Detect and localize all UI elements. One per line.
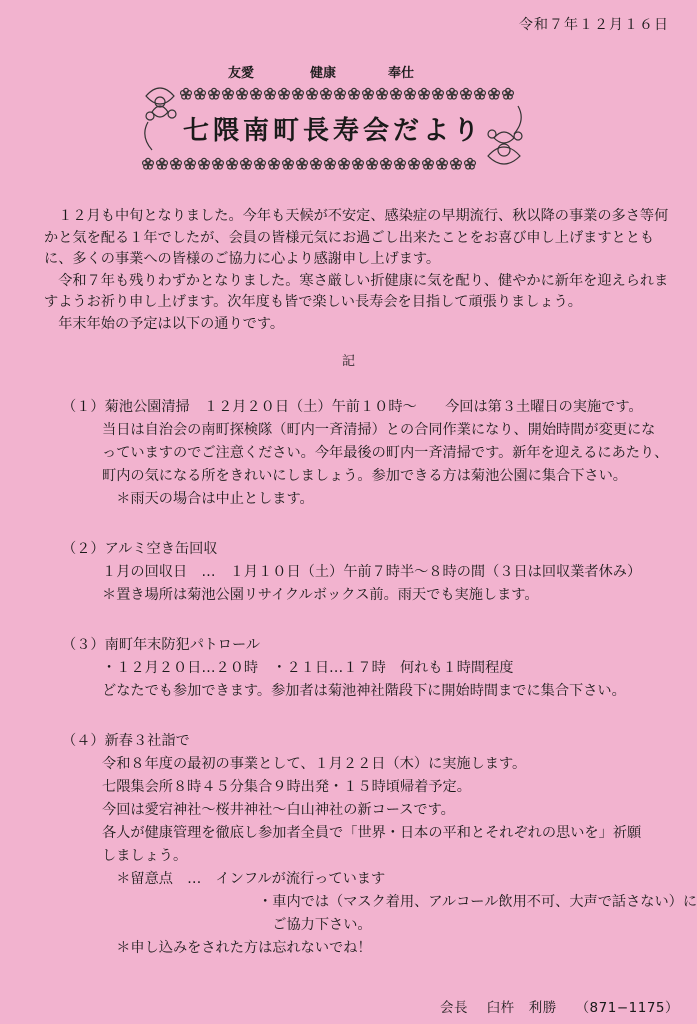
item-line: ご協力下さい。 bbox=[102, 917, 372, 933]
title-banner bbox=[138, 84, 528, 174]
item-heading: （４）新春３社詣で bbox=[62, 733, 190, 749]
item-line: 令和８年度の最初の事業として、１月２２日（木）に実施します。 bbox=[102, 756, 527, 772]
signature-phone: （871−1175） bbox=[575, 1000, 679, 1016]
issue-date: 令和７年１２月１６日 bbox=[519, 17, 669, 33]
motto-service: 奉仕 bbox=[388, 66, 415, 81]
schedule-item-4 bbox=[62, 730, 697, 960]
item-line: ＊置き場所は菊池公園リサイクルボックス前。雨天でも実施します。 bbox=[102, 587, 539, 603]
item-line: １月の回収日 … １月１０日（土）午前７時半～８時の間（３日は回収業者休み） bbox=[102, 564, 642, 580]
item-heading: （１）菊池公園清掃 １２月２０日（土）午前１０時～ 今回は第３土曜日の実施です。 bbox=[62, 399, 643, 415]
ki-marker: 記 bbox=[341, 354, 355, 369]
item-line: 今回は愛宕神社～桜井神社～白山神社の新コースです。 bbox=[102, 802, 455, 818]
schedule-item-2 bbox=[62, 538, 682, 607]
item-line: ＊留意点 … インフルが流行っています bbox=[102, 871, 386, 887]
item-line: 町内の気になる所をきれいにしましょう。参加できる方は菊池公園に集合下さい。 bbox=[102, 468, 627, 484]
item-line: しましょう。 bbox=[102, 848, 188, 864]
signature bbox=[426, 996, 679, 1016]
item-line: 七隈集会所８時４５分集合９時出発・１５時頃帰着予定。 bbox=[102, 779, 471, 795]
schedule-item-1 bbox=[62, 396, 682, 511]
item-heading: （２）アルミ空き缶回収 bbox=[62, 541, 218, 557]
motto-health: 健康 bbox=[310, 66, 337, 81]
item-line: っていますのでご注意ください。今年最後の町内一斉清掃です。新年を迎えるにあたり、 bbox=[102, 445, 669, 461]
intro-paragraph: 令和７年も残りわずかとなりました。寒さ厳しい折健康に気を配り、健やかに新年を迎えられますようお祈り申し上げます。次年度も皆で楽しい長寿会を目指して頑張りましょう。 bbox=[44, 272, 669, 310]
item-line: どなたでも参加できます。参加者は菊池神社階段下に開始時間までに集合下さい。 bbox=[102, 683, 626, 699]
motto-friendship: 友愛 bbox=[228, 66, 255, 81]
newsletter-title: 七隈南町長寿会だより bbox=[182, 116, 483, 146]
item-line: ＊雨天の場合は中止とします。 bbox=[102, 491, 314, 507]
item-line: ・車内では（マスク着用、アルコール飲用不可、大声で話さない）に bbox=[102, 894, 697, 910]
item-line: 当日は自治会の南町探検隊（町内一斉清掃）との合同作業になり、開始時間が変更にな bbox=[102, 422, 656, 438]
schedule-item-3 bbox=[62, 634, 682, 703]
intro-text bbox=[44, 206, 674, 335]
signature-name: 臼杵 利勝 bbox=[486, 1000, 557, 1016]
intro-paragraph: １２月も中旬となりました。今年も天候が不安定、感染症の早期流行、秋以降の事業の多さ等何かと気を配る１年でしたが、会員の皆様元気にお過ごし出来たことをお喜び申し上げますとともに、多くの事業への皆様のご協力に心より感謝申し上げます。 bbox=[44, 208, 669, 267]
item-line: ・１２月２０日…２０時 ・２１日…１７時 何れも１時間程度 bbox=[102, 660, 514, 676]
item-line: ＊申し込みをされた方は忘れないでね！ bbox=[102, 940, 372, 956]
item-line: 各人が健康管理を徹底し参加者全員で「世界・日本の平和とそれぞれの思いを」祈願 bbox=[102, 825, 642, 841]
signature-role: 会長 bbox=[439, 1000, 468, 1016]
intro-paragraph: 年末年始の予定は以下の通りです。 bbox=[44, 315, 285, 332]
item-heading: （３）南町年末防犯パトロール bbox=[62, 637, 261, 653]
